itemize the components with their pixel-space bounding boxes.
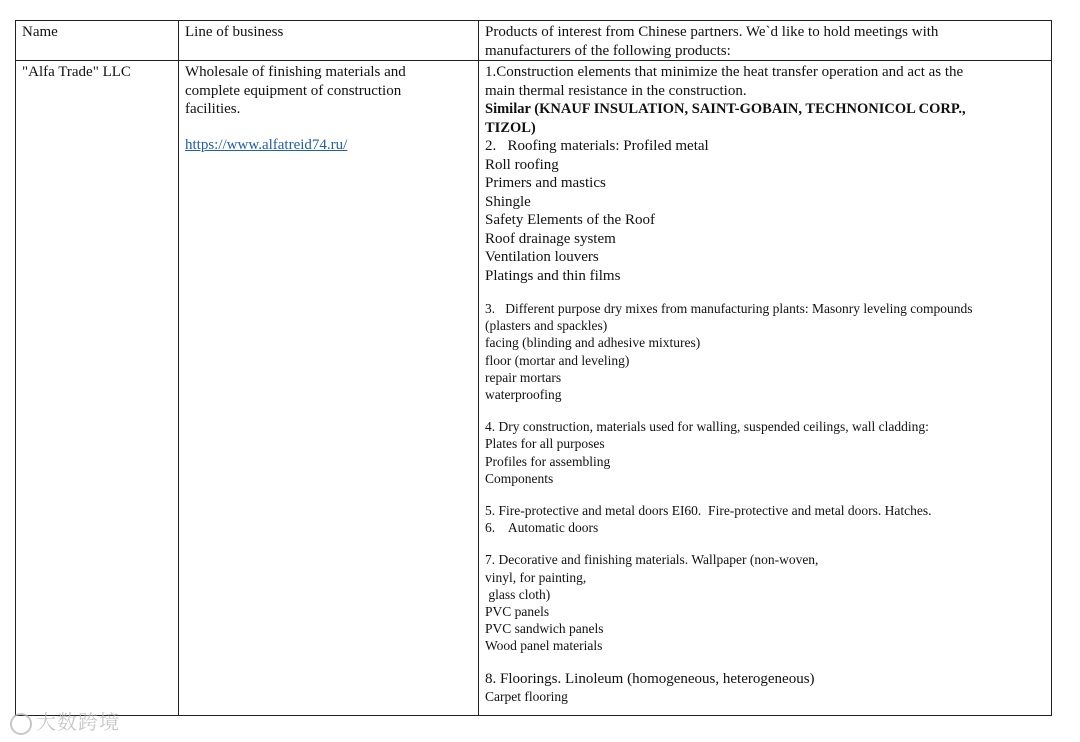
company-name-cell: "Alfa Trade" LLC xyxy=(16,61,179,716)
company-website-link[interactable]: https://www.alfatreid74.ru/ xyxy=(185,136,348,153)
products-table xyxy=(15,20,1052,716)
header-line-of-business: Line of business xyxy=(179,21,479,61)
product-group-8: 8. Floorings. Linoleum (homogeneous, heterogeneous) Carpet flooring xyxy=(485,670,815,705)
table-row xyxy=(16,61,1052,716)
product-group-2: 2. Roofing materials: Profiled metal Roll roofing Primers and mastics Shingle Safety Elements of the Roof Roof drainage system Ventilation louvers Platings and thin films xyxy=(485,138,709,284)
product-group-5-6: 5. Fire-protective and metal doors EI60. Fire-protective and metal doors. Hatches. 6. Automatic doors xyxy=(485,503,932,536)
watermark: 大数跨境 xyxy=(10,706,120,735)
header-products: Products of interest from Chinese partners. We`d like to hold meetings with manufacturers of the following products: xyxy=(479,21,1052,61)
product-group-4: 4. Dry construction, materials used for walling, suspended ceilings, wall cladding: Plates for all purposes Profiles for assembling Components xyxy=(485,419,929,486)
business-cell: Wholesale of finishing materials and complete equipment of construction facilities. https://www.alfatreid74.ru/ xyxy=(179,61,479,716)
header-name: Name xyxy=(16,21,179,61)
header-row xyxy=(16,21,1052,61)
product-group-7: 7. Decorative and finishing materials. Wallpaper (non-woven, vinyl, for painting, glass cloth) PVC panels PVC sandwich panels Wood panel materials xyxy=(485,552,819,654)
product-group-3: 3. Different purpose dry mixes from manufacturing plants: Masonry leveling compounds (plasters and spackles) facing (blinding and adhesive mixtures) floor (mortar and leveling) repair mortars waterproofing xyxy=(485,301,973,403)
product-group-1: 1.Construction elements that minimize the heat transfer operation and act as the main thermal resistance in the construction. Similar (KNAUF INSULATION, SAINT-GOBAIN, TECHNONICOL CORP., TIZOL) xyxy=(485,64,966,136)
watermark-logo-icon xyxy=(10,713,32,735)
products-cell xyxy=(479,61,1052,716)
